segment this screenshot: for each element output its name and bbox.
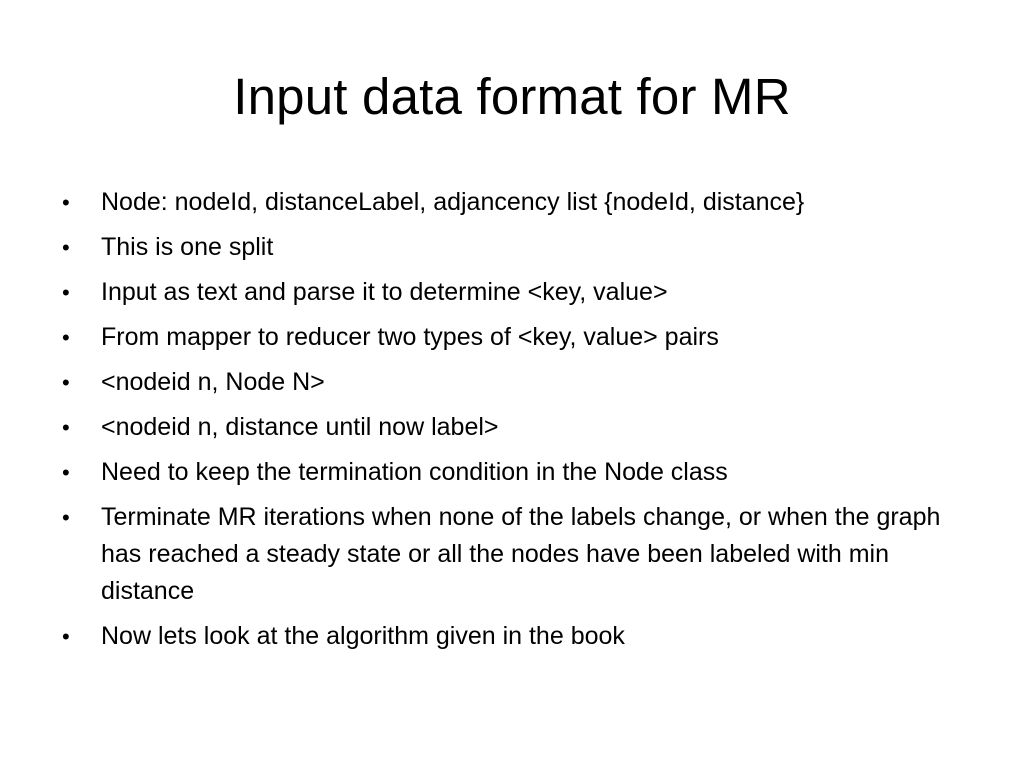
bullet-text: <nodeid n, distance until now label> bbox=[101, 413, 499, 441]
bullet-icon: • bbox=[62, 280, 70, 305]
bullet-text: Node: nodeId, distanceLabel, adjancency list {nodeId, distance} bbox=[101, 188, 805, 216]
bullet-text: Now lets look at the algorithm given in the book bbox=[101, 622, 625, 650]
bullet-item bbox=[62, 409, 962, 446]
bullet-item bbox=[62, 499, 962, 610]
slide-title: Input data format for MR bbox=[233, 68, 791, 125]
bullet-icon: • bbox=[62, 325, 70, 350]
bullet-text: This is one split bbox=[101, 233, 274, 261]
bullet-text: Input as text and parse it to determine <key, value> bbox=[101, 278, 668, 306]
bullet-text: Need to keep the termination condition in the Node class bbox=[101, 458, 728, 486]
bullet-item bbox=[62, 618, 962, 655]
bullet-icon: • bbox=[62, 624, 70, 649]
bullet-item bbox=[62, 229, 962, 266]
bullet-icon: • bbox=[62, 505, 70, 530]
bullet-item bbox=[62, 364, 962, 401]
bullet-icon: • bbox=[62, 460, 70, 485]
bullet-item bbox=[62, 454, 962, 491]
bullet-icon: • bbox=[62, 190, 70, 215]
bullet-text: <nodeid n, Node N> bbox=[101, 368, 325, 396]
bullet-item bbox=[62, 184, 962, 221]
bullet-icon: • bbox=[62, 415, 70, 440]
bullet-text: From mapper to reducer two types of <key, value> pairs bbox=[101, 323, 719, 351]
bullet-item bbox=[62, 319, 962, 356]
bullet-item bbox=[62, 274, 962, 311]
bullet-icon: • bbox=[62, 370, 70, 395]
bullet-text: Terminate MR iterations when none of the labels change, or when the graph has reached a steady state or all the nodes have been labeled with min distance bbox=[101, 503, 941, 605]
bullet-list bbox=[62, 184, 962, 663]
bullet-icon: • bbox=[62, 235, 70, 260]
